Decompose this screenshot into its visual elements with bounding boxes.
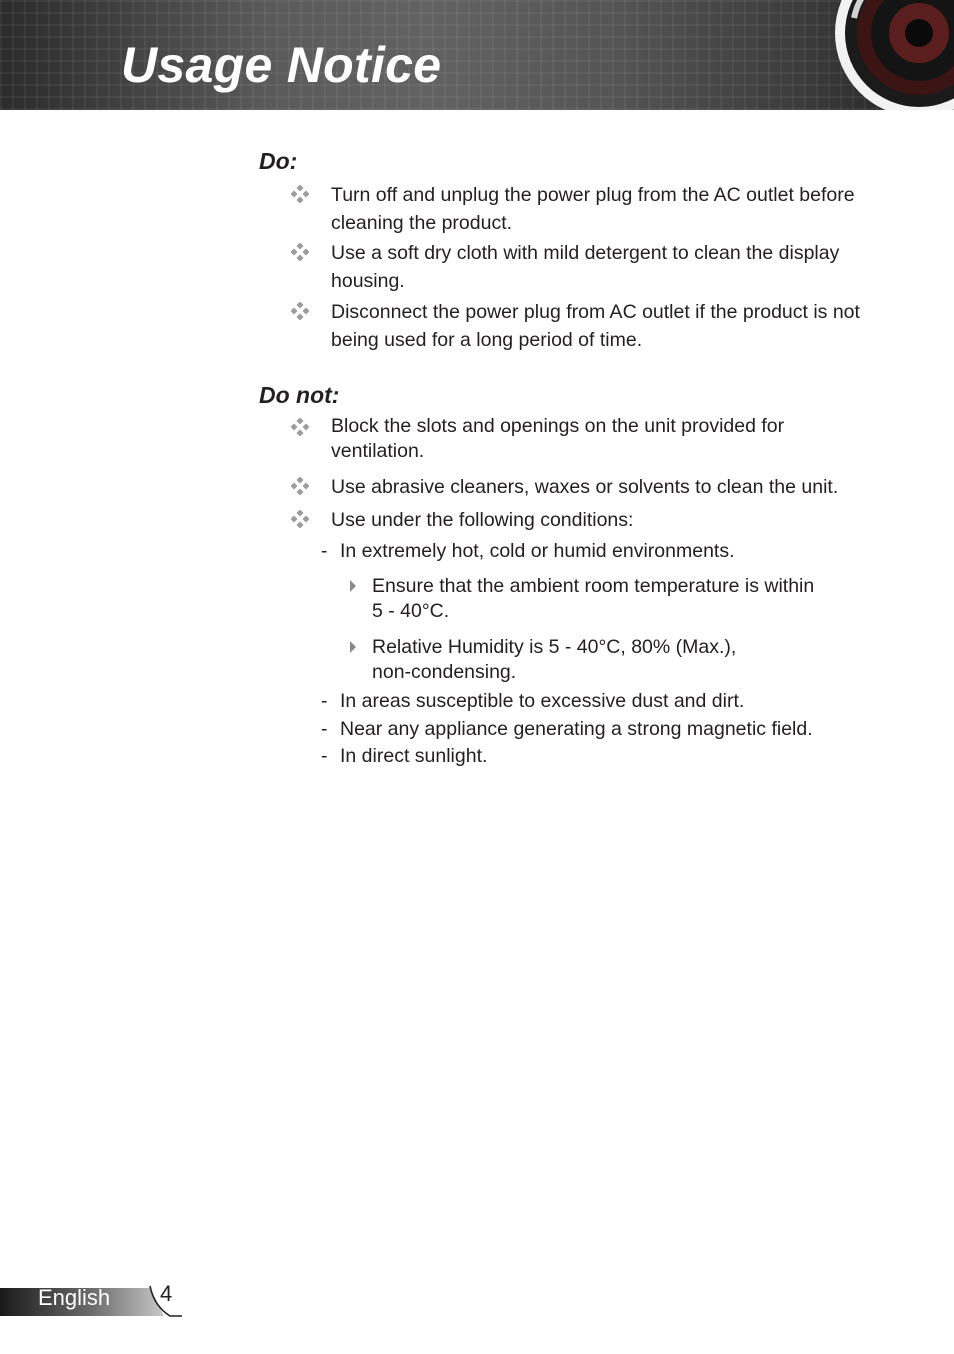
diamond-bullet-icon — [291, 477, 309, 495]
condition-text: In direct sunlight. — [340, 745, 488, 767]
do-not-item: Use abrasive cleaners, waxes or solvents to clean the unit. — [331, 476, 839, 498]
page-number: 4 — [160, 1281, 173, 1306]
do-item: Turn off and unplug the power plug from the AC outlet before cleaning the product. — [331, 184, 855, 234]
dash-marker: - — [321, 540, 328, 562]
sub-note-line: Ensure that the ambient room temperature is within — [372, 575, 815, 597]
footer-language: English — [38, 1285, 111, 1310]
do-item: Disconnect the power plug from AC outlet if the product is not being used for a long period of time. — [331, 301, 860, 351]
do-not-heading: Do not: — [259, 382, 340, 408]
diamond-bullet-icon — [291, 418, 309, 436]
dash-marker: - — [321, 718, 328, 740]
do-heading: Do: — [259, 148, 298, 174]
sub-note-line: non-condensing. — [372, 661, 517, 683]
triangle-bullet-icon — [348, 640, 358, 654]
triangle-bullet-icon — [348, 579, 358, 593]
do-item: Use a soft dry cloth with mild detergent to clean the display housing. — [331, 242, 840, 292]
condition-item — [321, 537, 735, 565]
sub-note — [372, 635, 872, 685]
diamond-bullet-icon — [291, 302, 309, 320]
page-title: Usage Notice — [121, 37, 442, 93]
condition-text: Near any appliance generating a strong magnetic field. — [340, 718, 813, 740]
dash-marker: - — [321, 690, 328, 712]
condition-item — [321, 687, 744, 715]
do-not-item: Block the slots and openings on the unit provided for ventilation. — [331, 415, 785, 462]
sub-note-line: 5 - 40°C. — [372, 600, 450, 622]
condition-item — [321, 715, 813, 743]
dash-marker: - — [321, 745, 328, 767]
sub-note — [372, 574, 872, 624]
condition-text: In extremely hot, cold or humid environments. — [340, 540, 735, 562]
sub-note-line: Relative Humidity is 5 - 40°C, 80% (Max.), — [372, 636, 737, 658]
diamond-bullet-icon — [291, 510, 309, 528]
diamond-bullet-icon — [291, 185, 309, 203]
diamond-bullet-icon — [291, 243, 309, 261]
condition-item — [321, 742, 487, 770]
do-not-item: Use under the following conditions: — [331, 509, 634, 531]
condition-text: In areas susceptible to excessive dust and dirt. — [340, 690, 745, 712]
